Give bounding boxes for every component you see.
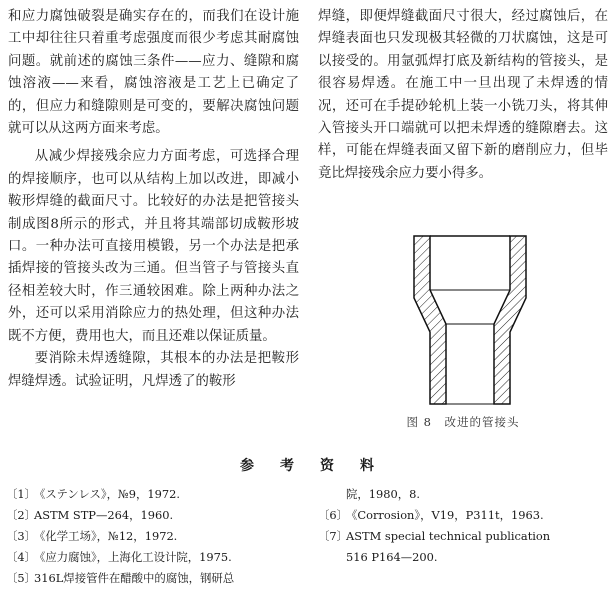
body-paragraph-4: 焊缝，即便焊缝截面尺寸很大，经过腐蚀后，在焊缝表面也只发现极其轻微的刀状腐蚀，这是可以接受的。用氩弧焊打底及新结构的管接头，是很容易焊透。在施工中一旦出现了未焊透的情况，还可在手提砂轮机上装一小铣刀头，将其伸入管接头开口端就可以把未焊透的缝隙磨去。这样，可能在焊缝表面又留下新的磨削应力，但毕竟比焊接残余应力要小得多。: [318, 9, 608, 181]
reference-item: 〔2〕ASTM STP—264，1960.: [6, 508, 174, 522]
reference-item: 〔7〕ASTM special technical publication: [318, 529, 551, 543]
right-column: [318, 6, 608, 185]
pipe-joint-figure: [410, 232, 530, 410]
figure-caption: 图 8 改进的管接头: [406, 415, 520, 429]
reference-item: 〔4〕《应力腐蚀》，上海化工设计院，1975.: [6, 550, 232, 564]
left-column: [8, 6, 299, 393]
references-title: 参考资料: [240, 458, 400, 474]
references-list-right: [318, 484, 608, 568]
reference-continuation: 516 P164—200.: [346, 550, 438, 564]
pipe-joint-cross-section-icon: [410, 232, 530, 410]
reference-item: 〔5〕316L焊接管件在醋酸中的腐蚀，钢研总: [6, 571, 235, 585]
body-paragraph-2: 从减少焊接残余应力方面考虑，可选择合理的焊接顺序，也可以从结构上加以改进，即减小鞍形焊缝的截面尺寸。比较好的办法是把管接头制成图8所示的形式，并且将其端部切成鞍形坡口。一种办法可直接用模锻，另一个办法是把承插焊接的管接头改为三通。但当管子与管接头直径相差较大时，作三通较困难。除上两种办法之外，还可以采用消除应力的热处理，但这种办法既不方便，费用也大，而且还难以保证质量。: [8, 149, 299, 344]
references-list-left: [6, 484, 306, 589]
body-paragraph-3: 要消除未焊透缝隙，其根本的办法是把鞍形焊缝焊透。试验证明，凡焊透了的鞍形: [8, 351, 299, 389]
reference-item: 〔1〕《ステンレス》，№9，1972.: [6, 487, 181, 501]
body-paragraph-1: 和应力腐蚀破裂是确实存在的，而我们在设计施工中却往往只着重考虑强度而很少考虑其耐腐蚀问题。就前述的腐蚀三条件——应力、缝隙和腐蚀溶液——来看，腐蚀溶液是工艺上已确定了的，但应力和缝隙则是可变的，要解决腐蚀问题就可以从这两方面来考虑。: [8, 9, 299, 137]
reference-item: 〔3〕《化学工场》，№12，1972.: [6, 529, 178, 543]
reference-item: 〔6〕《Corrosion》，V19，P311t，1963.: [318, 508, 544, 522]
reference-continuation: 院，1980，8.: [346, 487, 421, 501]
